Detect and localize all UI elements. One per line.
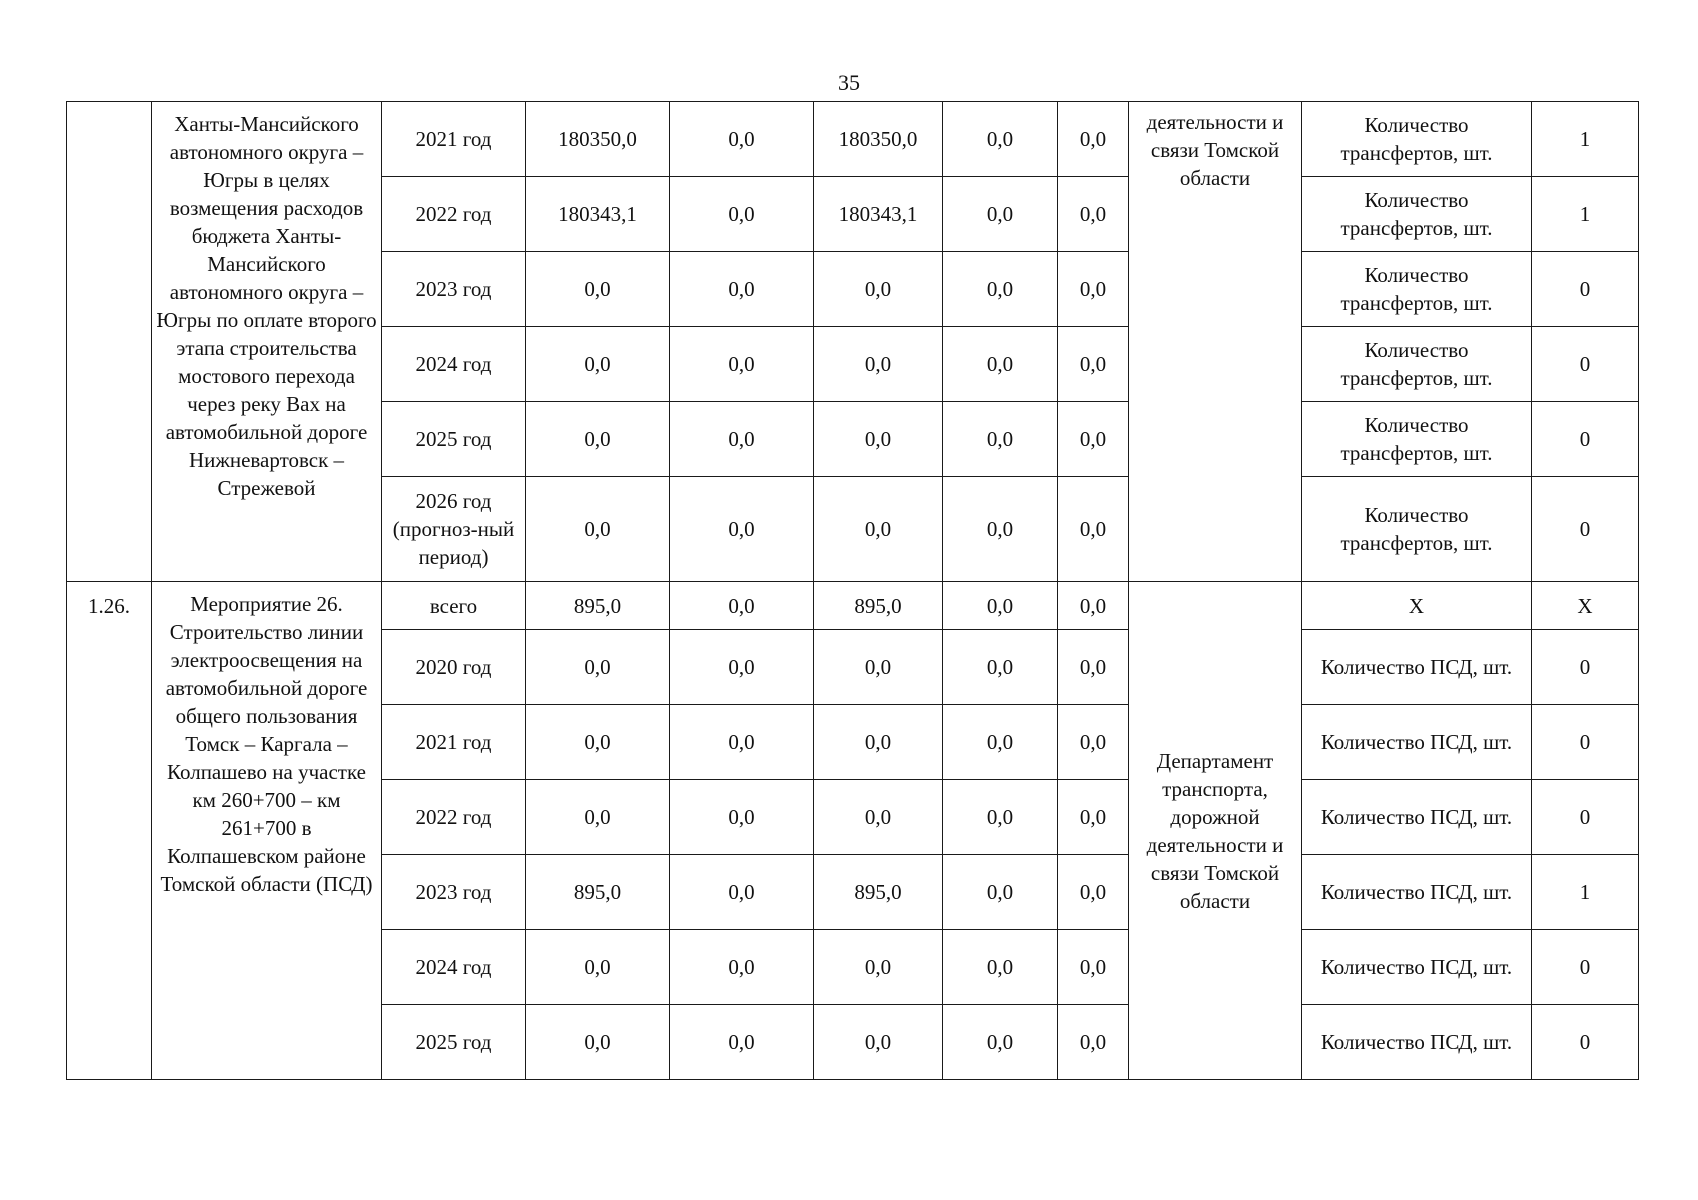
amount-total-cell: 0,0 xyxy=(526,1005,670,1080)
amount-local-cell: 0,0 xyxy=(943,402,1058,477)
amount-total-cell: 0,0 xyxy=(526,930,670,1005)
amount-local-cell: 0,0 xyxy=(943,177,1058,252)
year-cell: 2025 год xyxy=(382,1005,526,1080)
amount-regional-cell: 0,0 xyxy=(814,252,943,327)
indicator-value-cell: 0 xyxy=(1532,477,1639,582)
amount-federal-cell: 0,0 xyxy=(670,930,814,1005)
amount-other-cell: 0,0 xyxy=(1058,780,1129,855)
amount-regional-cell: 0,0 xyxy=(814,1005,943,1080)
amount-total-cell: 0,0 xyxy=(526,477,670,582)
indicator-cell: Количество ПСД, шт. xyxy=(1302,630,1532,705)
amount-local-cell: 0,0 xyxy=(943,102,1058,177)
amount-regional-cell: 0,0 xyxy=(814,930,943,1005)
amount-regional-cell: 0,0 xyxy=(814,402,943,477)
indicator-value-cell: 0 xyxy=(1532,327,1639,402)
amount-other-cell: 0,0 xyxy=(1058,1005,1129,1080)
indicator-value-cell: 0 xyxy=(1532,252,1639,327)
year-cell: 2023 год xyxy=(382,252,526,327)
amount-regional-cell: 0,0 xyxy=(814,477,943,582)
amount-local-cell: 0,0 xyxy=(943,630,1058,705)
indicator-value-cell: 1 xyxy=(1532,177,1639,252)
year-cell: 2022 год xyxy=(382,780,526,855)
table-row xyxy=(67,582,1639,630)
indicator-cell: Количество трансфертов, шт. xyxy=(1302,252,1532,327)
indicator-cell: Количество трансфертов, шт. xyxy=(1302,327,1532,402)
year-cell: всего xyxy=(382,582,526,630)
indicator-cell: Количество ПСД, шт. xyxy=(1302,930,1532,1005)
amount-regional-cell: 0,0 xyxy=(814,630,943,705)
page-number: 35 xyxy=(838,70,860,95)
amount-other-cell: 0,0 xyxy=(1058,327,1129,402)
amount-federal-cell: 0,0 xyxy=(670,102,814,177)
amount-federal-cell: 0,0 xyxy=(670,402,814,477)
measure-description-cell: Мероприятие 26. Строительство линии электроосвещения на автомобильной дороге общего пользования Томск – Каргала – Колпашево на участке км 260+700 – км 261+700 в Колпашевском районе Томской области (ПСД) xyxy=(152,582,382,1080)
amount-regional-cell: 0,0 xyxy=(814,327,943,402)
indicator-value-cell: 1 xyxy=(1532,102,1639,177)
amount-regional-cell: 0,0 xyxy=(814,780,943,855)
year-cell: 2021 год xyxy=(382,705,526,780)
amount-local-cell: 0,0 xyxy=(943,582,1058,630)
amount-other-cell: 0,0 xyxy=(1058,855,1129,930)
year-cell: 2024 год xyxy=(382,327,526,402)
amount-other-cell: 0,0 xyxy=(1058,705,1129,780)
amount-regional-cell: 895,0 xyxy=(814,855,943,930)
amount-other-cell: 0,0 xyxy=(1058,477,1129,582)
amount-federal-cell: 0,0 xyxy=(670,252,814,327)
amount-other-cell: 0,0 xyxy=(1058,177,1129,252)
indicator-cell: Количество ПСД, шт. xyxy=(1302,780,1532,855)
indicator-cell: Количество ПСД, шт. xyxy=(1302,1005,1532,1080)
indicator-value-cell: 0 xyxy=(1532,630,1639,705)
amount-federal-cell: 0,0 xyxy=(670,477,814,582)
amount-local-cell: 0,0 xyxy=(943,855,1058,930)
amount-regional-cell: 180350,0 xyxy=(814,102,943,177)
indicator-value-cell: Х xyxy=(1532,582,1639,630)
year-cell: 2022 год xyxy=(382,177,526,252)
amount-federal-cell: 0,0 xyxy=(670,327,814,402)
amount-regional-cell: 895,0 xyxy=(814,582,943,630)
amount-local-cell: 0,0 xyxy=(943,705,1058,780)
item-number-cell xyxy=(67,102,152,582)
indicator-value-cell: 0 xyxy=(1532,780,1639,855)
indicator-cell: Количество трансфертов, шт. xyxy=(1302,477,1532,582)
measure-description-cell: Ханты-Мансийского автономного округа – Югры в целях возмещения расходов бюджета Ханты-Мансийского автономного округа – Югры по оплате второго этапа строительства мостового перехода через реку Вах на автомобильной дороге Нижневартовск – Стрежевой xyxy=(152,102,382,582)
table-row xyxy=(67,102,1639,177)
amount-total-cell: 895,0 xyxy=(526,855,670,930)
indicator-value-cell: 0 xyxy=(1532,1005,1639,1080)
amount-total-cell: 0,0 xyxy=(526,252,670,327)
amount-local-cell: 0,0 xyxy=(943,252,1058,327)
program-table xyxy=(66,101,1639,1080)
amount-other-cell: 0,0 xyxy=(1058,630,1129,705)
indicator-cell: Количество трансфертов, шт. xyxy=(1302,177,1532,252)
indicator-cell: Количество трансфертов, шт. xyxy=(1302,102,1532,177)
amount-total-cell: 0,0 xyxy=(526,705,670,780)
amount-other-cell: 0,0 xyxy=(1058,930,1129,1005)
amount-total-cell: 0,0 xyxy=(526,780,670,855)
indicator-value-cell: 0 xyxy=(1532,402,1639,477)
amount-total-cell: 0,0 xyxy=(526,327,670,402)
year-cell: 2023 год xyxy=(382,855,526,930)
amount-total-cell: 0,0 xyxy=(526,630,670,705)
amount-federal-cell: 0,0 xyxy=(670,780,814,855)
amount-other-cell: 0,0 xyxy=(1058,252,1129,327)
amount-other-cell: 0,0 xyxy=(1058,102,1129,177)
amount-other-cell: 0,0 xyxy=(1058,582,1129,630)
indicator-cell: Количество ПСД, шт. xyxy=(1302,705,1532,780)
organization-cell: деятельности и связи Томской области xyxy=(1129,102,1302,582)
amount-local-cell: 0,0 xyxy=(943,930,1058,1005)
indicator-value-cell: 0 xyxy=(1532,705,1639,780)
amount-federal-cell: 0,0 xyxy=(670,582,814,630)
indicator-value-cell: 0 xyxy=(1532,930,1639,1005)
year-cell: 2020 год xyxy=(382,630,526,705)
amount-total-cell: 0,0 xyxy=(526,402,670,477)
amount-local-cell: 0,0 xyxy=(943,477,1058,582)
indicator-cell: Х xyxy=(1302,582,1532,630)
organization-cell: Департамент транспорта, дорожной деятельности и связи Томской области xyxy=(1129,582,1302,1080)
item-number-cell: 1.26. xyxy=(67,582,152,1080)
year-cell: 2024 год xyxy=(382,930,526,1005)
indicator-cell: Количество ПСД, шт. xyxy=(1302,855,1532,930)
amount-total-cell: 180350,0 xyxy=(526,102,670,177)
amount-local-cell: 0,0 xyxy=(943,780,1058,855)
amount-federal-cell: 0,0 xyxy=(670,1005,814,1080)
amount-total-cell: 180343,1 xyxy=(526,177,670,252)
year-cell: 2021 год xyxy=(382,102,526,177)
amount-other-cell: 0,0 xyxy=(1058,402,1129,477)
amount-local-cell: 0,0 xyxy=(943,327,1058,402)
amount-federal-cell: 0,0 xyxy=(670,705,814,780)
indicator-cell: Количество трансфертов, шт. xyxy=(1302,402,1532,477)
amount-local-cell: 0,0 xyxy=(943,1005,1058,1080)
indicator-value-cell: 1 xyxy=(1532,855,1639,930)
amount-federal-cell: 0,0 xyxy=(670,177,814,252)
amount-federal-cell: 0,0 xyxy=(670,630,814,705)
year-cell: 2025 год xyxy=(382,402,526,477)
amount-regional-cell: 0,0 xyxy=(814,705,943,780)
amount-total-cell: 895,0 xyxy=(526,582,670,630)
year-cell: 2026 год (прогноз-ный период) xyxy=(382,477,526,582)
amount-federal-cell: 0,0 xyxy=(670,855,814,930)
amount-regional-cell: 180343,1 xyxy=(814,177,943,252)
